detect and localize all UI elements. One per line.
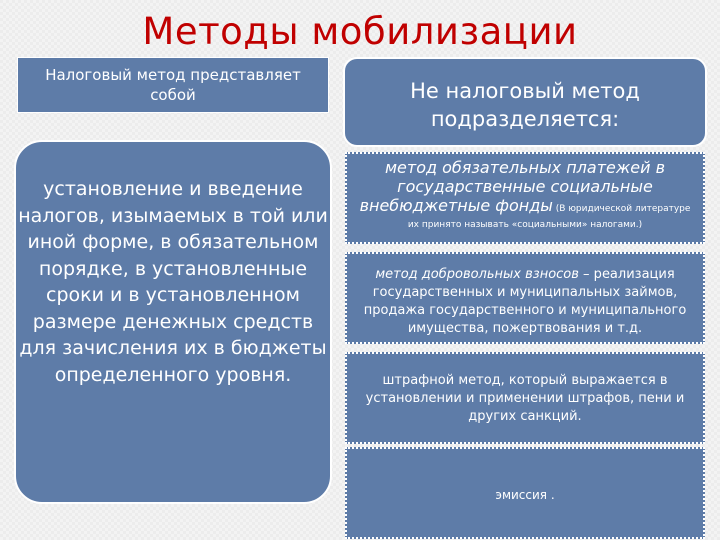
tax-method-definition-text: установление и введение налогов, изымаемых в той или иной форме, в обязательном порядке, в установленные сроки и в установленном размере денежных средств для зачисления их в бюджеты определенного уровня. bbox=[18, 178, 328, 386]
voluntary-contributions-title: метод добровольных взносов bbox=[375, 267, 579, 282]
non-tax-method-header-text: Не налоговый метод подразделяется: bbox=[410, 79, 640, 131]
tax-method-definition bbox=[14, 140, 332, 504]
tax-method-header-text: Налоговый метод представляет собой bbox=[45, 66, 301, 104]
non-tax-method-voluntary-contributions bbox=[345, 252, 705, 344]
mandatory-payments-note-a: (В юридической литературе bbox=[552, 204, 691, 214]
non-tax-method-emission bbox=[345, 447, 705, 539]
tax-method-header bbox=[17, 57, 329, 113]
emission-text: эмиссия . bbox=[495, 488, 555, 502]
voluntary-contributions-text: – реализация государственных и муниципальных займов, продажа государственного и муниципального имущества, пожертвования и т.д. bbox=[363, 267, 687, 336]
non-tax-method-penalty bbox=[345, 352, 705, 444]
page-title: Методы мобилизации bbox=[142, 10, 578, 53]
mandatory-payments-text: метод обязательных платежей в государственные социальные внебюджетные фонды bbox=[359, 158, 666, 215]
non-tax-method-header bbox=[343, 57, 707, 147]
penalty-method-text: штрафной метод, который выражается в установлении и применении штрафов, пени и других санкций. bbox=[365, 373, 685, 424]
non-tax-method-mandatory-payments bbox=[345, 152, 705, 244]
mandatory-payments-note-b: их принято называть «социальными» налогами.) bbox=[407, 220, 643, 230]
